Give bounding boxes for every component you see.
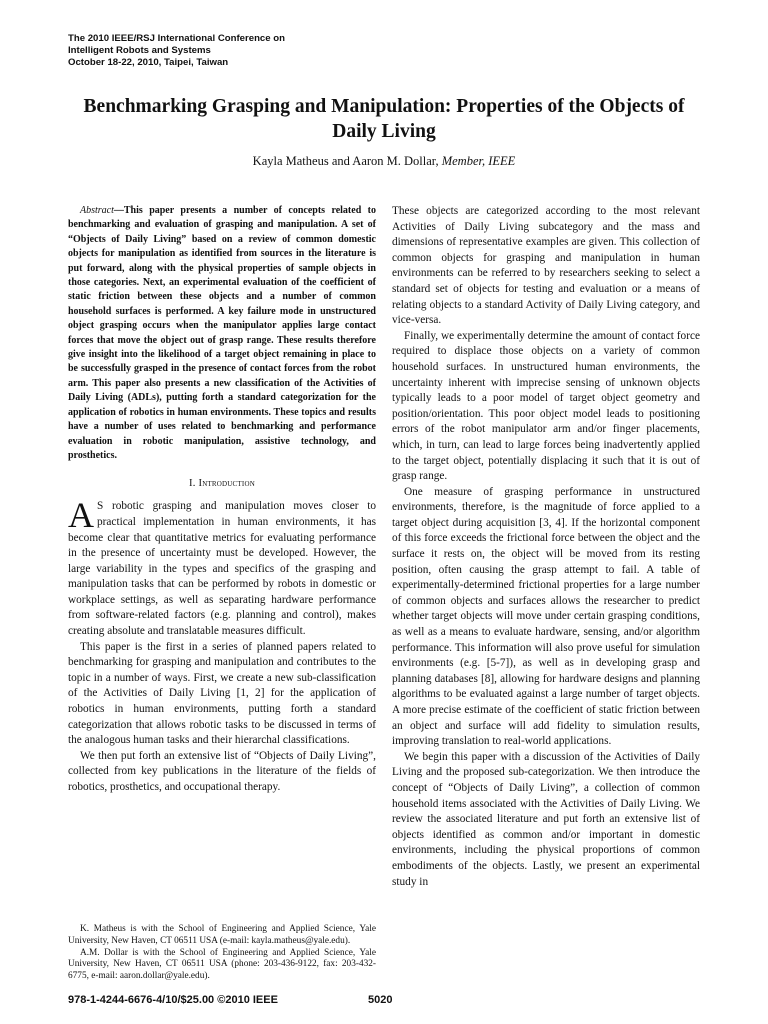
- body-paragraph: These objects are categorized according to the most relevant Activities of Daily Living subcategory and the mass and dimensions of representative examples are given. This collection of common objects for grasping and manipulation in human environments can be referred to by researchers seeking to select a standard set of objects for testing and evaluation or a means of relating objects to a standard Activity of Daily Living category, and vice-versa.: [392, 205, 700, 327]
- section-title: Introduction: [198, 478, 255, 490]
- paper-title: Benchmarking Grasping and Manipulation: Properties of the Objects of Daily Living: [83, 96, 685, 142]
- conference-line: October 18-22, 2010, Taipei, Taiwan: [68, 57, 229, 68]
- author-names: Kayla Matheus and Aaron M. Dollar,: [252, 154, 442, 168]
- drop-cap: A: [68, 495, 94, 536]
- intro-paragraph: We then put forth an extensive list of “Objects of Daily Living”, collected from key publications in the literature of the fields of robotics, prosthetics, and occupational therapy.: [68, 749, 376, 793]
- section-number: I.: [189, 478, 196, 490]
- body-paragraph: Finally, we experimentally determine the amount of contact force required to displace those objects on a variety of common household surfaces. In unstructured human environments, the uncertainty inherent with imprecise sensing of unknown objects typically leads to a poor model of target object geometry and position/orientation. This poor object model leads to positioning errors of the robot manipulator arm and/or finger placements, which, in turn, can lead to large forces being inadvertently applied to the target object, potentially displacing it such that it is out of grasp range.: [392, 329, 700, 483]
- conference-line: The 2010 IEEE/RSJ International Conference on: [68, 33, 285, 44]
- abstract: [68, 204, 376, 463]
- author-membership: Member, IEEE: [441, 154, 516, 168]
- footer-isbn: 978-1-4244-6676-4/10/$25.00 ©2010 IEEE: [68, 994, 278, 1006]
- left-column: [68, 204, 376, 796]
- conference-header: [68, 33, 285, 69]
- abstract-label: Abstract: [80, 205, 114, 216]
- author-line: [68, 153, 700, 169]
- abstract-text: —This paper presents a number of concepts related to benchmarking and evaluation of grasping and manipulation. A set of “Objects of Daily Living” based on a review of common domestic objects for manipulation as identified from sources in the literature is put forward, along with the physical properties of sample objects in those categories. Next, an experimental evaluation of the coefficient of static friction between these objects and a number of common household surfaces is performed. A key failure mode in unstructured object grasping occurs when the manipulator applies large contact forces that move the object out of grasp range. These results therefore give insight into the likelihood of a target object remaining in place to be successfully grasped in the presence of contact forces from the robot arm. This paper also presents a new classification of the Activities of Daily Living (ADLs), putting forth a standard categorization for the application of robotics in human environments. These topics and results have a number of uses related to benchmarking and performance evaluation in robotic manipulation, assistive technology, and prosthetics.: [68, 205, 376, 461]
- conference-line: Intelligent Robots and Systems: [68, 45, 211, 56]
- intro-paragraph: This paper is the first in a series of planned papers related to benchmarking for grasping and manipulation and contributes to the topic in a number of ways. First, we create a new sub-classification of the Activities of Daily Living [1, 2] for the application of robotics in human environments, putting forth a standard categorization that allows robotic tasks to be discussed in terms of the analogous human tasks and their hierarchal classifications.: [68, 640, 376, 747]
- body-paragraph: One measure of grasping performance in unstructured environments, therefore, is the magnitude of force applied to a target object during acquisition [3, 4]. If the horizontal component of this force exceeds the frictional force between the object and the surface it rests on, the object will be moved from its resting position, often causing the grasp attempt to fail. A table of experimentally-determined frictional properties for a large number of common objects and surfaces allows the researcher to predict whether target objects will move under certain grasping conditions, as well as a means to evaluate hardware, sensing, and/or algorithm performance. This information will also prove useful for simulation environments (e.g. [5-7]), as well as in developing grasp and planning databases [8], allowing for hardware designs and planning algorithms to be evaluated against a large number of target objects. A more precise estimate of the coefficient of static friction between an object and surface will add fidelity to simulation results, improving translation to real-world applications.: [392, 485, 700, 748]
- section-heading: [68, 478, 376, 489]
- footnote: K. Matheus is with the School of Engineering and Applied Science, Yale University, New Haven, CT 06511 USA (e-mail: kayla.matheus@yale.edu).: [68, 924, 376, 946]
- body-paragraph: We begin this paper with a discussion of the Activities of Daily Living and the proposed sub-categorization. We then introduce the concept of “Objects of Daily Living”, a collection of common household items associated with the Activities of Daily Living. We review the associated literature and put forth an extensive list of objects identified as common and/or important in domestic environments, including the physical proportions of common embodiments of the objects. Lastly, we present an experimental study in: [392, 750, 700, 888]
- footnotes: [68, 924, 376, 983]
- right-column: [392, 204, 700, 890]
- page-number: 5020: [368, 994, 393, 1006]
- footnote: A.M. Dollar is with the School of Engineering and Applied Science, Yale University, New Haven, CT 06511 USA (phone: 203-436-9122, fax: 203-432-6775, e-mail: aaron.dollar@yale.edu).: [68, 947, 376, 982]
- intro-paragraph: [68, 495, 376, 639]
- intro-paragraph-text: S robotic grasping and manipulation moves closer to practical implementation in human environments, it has become clear that quantitative metrics for evaluating performance in the presence of uncertainty must be developed. However, the large variability in the types and specifics of the grasping and manipulation tasks that can be performed by robots in domestic or workplace settings, as well as separating hardware performance from software-related factors (e.g. planning and control), makes creating absolute and translatable measures difficult.: [68, 500, 376, 638]
